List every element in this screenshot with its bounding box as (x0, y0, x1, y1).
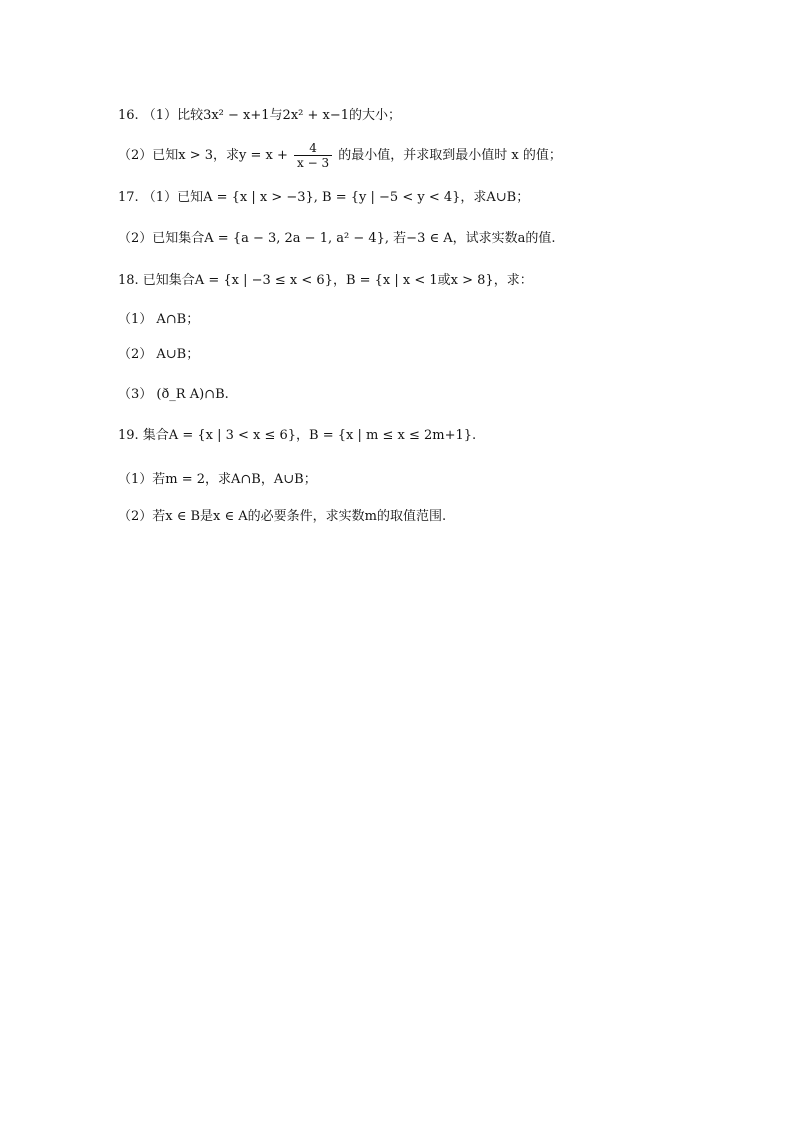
problem-19-part-1 (118, 470, 317, 490)
problem-text-prefix: （2）已知x > 3，求y = x + (118, 148, 288, 163)
problem-text: （1）若m = 2，求A∩B，A∪B； (118, 472, 317, 487)
problem-text: （2） A∪B； (118, 347, 200, 362)
problem-text: 16. （1）比较3x² − x+1与2x² + x−1的大小； (118, 108, 402, 123)
problem-text: （2）若x ∈ B是x ∈ A的必要条件，求实数m的取值范围. (118, 509, 447, 524)
problem-18-stem (118, 271, 533, 291)
problem-text: （3） (ð_R A)∩B. (118, 387, 229, 402)
problem-text: 19. 集合A = {x | 3 < x ≤ 6}，B = {x | m ≤ x ≤ 2m+1}. (118, 428, 477, 443)
problem-17-part-1 (118, 188, 529, 208)
problem-17-part-2 (118, 229, 556, 249)
problem-16-part-2 (118, 141, 562, 170)
problem-18-part-1 (118, 310, 199, 330)
problem-text-suffix: 的最小值，并求取到最小值时 x 的值； (338, 148, 562, 163)
problem-text: （1） A∩B； (118, 312, 200, 327)
problem-text: （2）已知集合A = {a − 3, 2a − 1, a² − 4}, 若−3 ∈ A，试求实数a的值. (118, 231, 556, 246)
problem-18-part-2 (118, 345, 199, 365)
problem-text: 17. （1）已知A = {x | x > −3}, B = {y | −5 < y < 4}，求A∪B； (118, 190, 530, 205)
problem-text: 18. 已知集合A = {x | −3 ≤ x < 6}，B = {x | x < 1或x > 8}，求： (118, 273, 533, 288)
problem-18-part-3 (118, 385, 229, 405)
problem-19-stem (118, 426, 476, 446)
fraction-numerator: 4 (309, 141, 317, 155)
fraction (294, 141, 332, 170)
problem-19-part-2 (118, 507, 446, 527)
problem-16-part-1 (118, 106, 401, 126)
fraction-denominator: x − 3 (294, 155, 332, 170)
